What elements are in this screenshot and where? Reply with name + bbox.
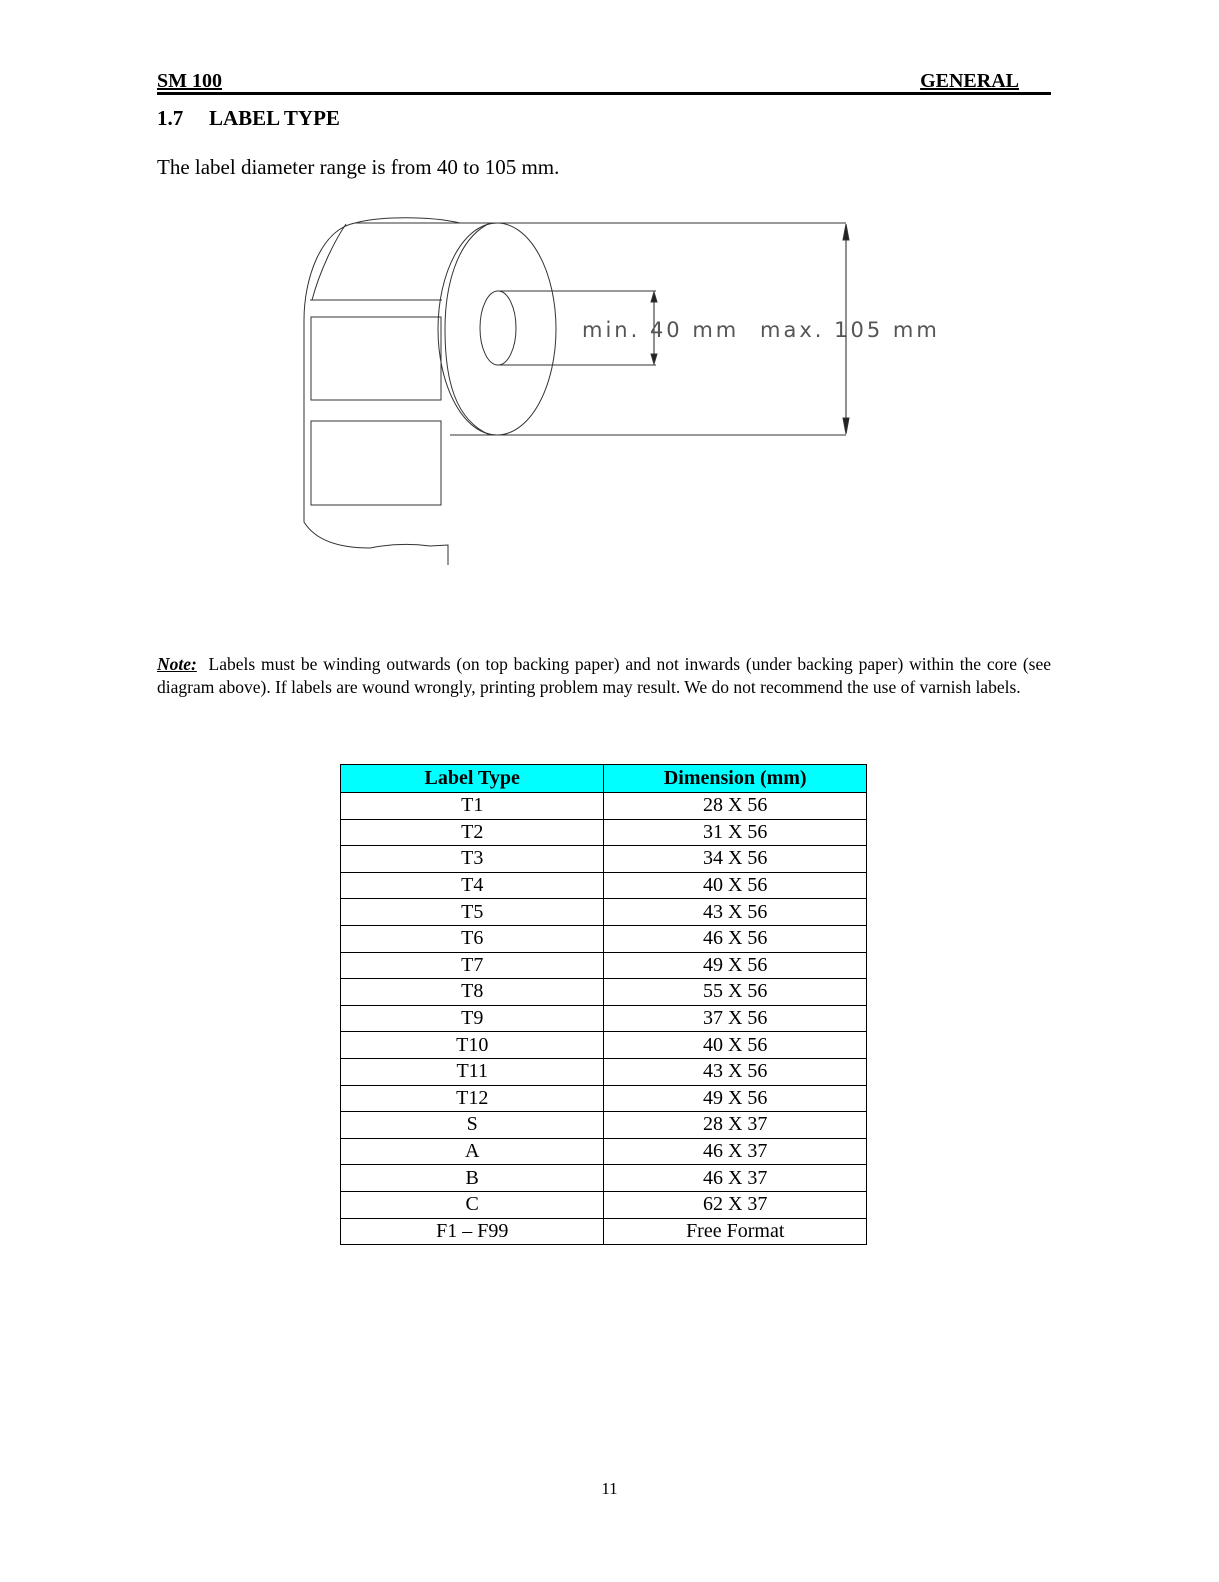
- table-row: [341, 1191, 867, 1218]
- dimension-cell: 34 X 56: [604, 846, 867, 873]
- column-header-label-type: Label Type: [341, 765, 604, 793]
- dimension-cell: 49 X 56: [604, 952, 867, 979]
- table-row: [341, 979, 867, 1006]
- label-type-table: [340, 764, 867, 1245]
- label-type-cell: C: [341, 1191, 604, 1218]
- label-type-cell: T11: [341, 1058, 604, 1085]
- label-type-cell: T12: [341, 1085, 604, 1112]
- section-heading: [157, 106, 340, 131]
- label-rectangle-lower: [311, 421, 441, 505]
- roll-back-edge: [355, 218, 460, 223]
- dimension-cell: 37 X 56: [604, 1005, 867, 1032]
- label-type-cell: T1: [341, 793, 604, 820]
- table-header-row: [341, 765, 867, 793]
- note-text: Labels must be winding outwards (on top backing paper) and not inwards (under backing paper) within the core (see diagram above). If labels are wound wrongly, printing problem may result. We do not recommend the use of varnish labels.: [157, 654, 1051, 697]
- table-row: [341, 925, 867, 952]
- dimension-cell: 28 X 56: [604, 793, 867, 820]
- section-number: 1.7: [157, 106, 184, 130]
- dimension-cell: 62 X 37: [604, 1191, 867, 1218]
- label-type-cell: T8: [341, 979, 604, 1006]
- min-arrow-head-bottom: [651, 354, 657, 364]
- dimension-cell: 46 X 37: [604, 1138, 867, 1165]
- note-label: Note:: [157, 654, 197, 674]
- label-rectangle-upper: [311, 317, 441, 400]
- note-paragraph: [157, 653, 1051, 699]
- roll-face-rim: [445, 223, 490, 435]
- dimension-cell: 40 X 56: [604, 1032, 867, 1059]
- label-roll-diagram: [290, 210, 940, 580]
- table-row: [341, 872, 867, 899]
- dimension-cell: 46 X 56: [604, 925, 867, 952]
- header-model: SM 100: [157, 70, 222, 92]
- dimension-cell: 43 X 56: [604, 1058, 867, 1085]
- dimension-cell: 40 X 56: [604, 872, 867, 899]
- intro-paragraph: The label diameter range is from 40 to 105 mm.: [157, 155, 560, 179]
- label-type-cell: T5: [341, 899, 604, 926]
- table-row: [341, 1138, 867, 1165]
- label-type-cell: T10: [341, 1032, 604, 1059]
- table-row: [341, 819, 867, 846]
- table-row: [341, 846, 867, 873]
- roll-inner-arc: [312, 224, 346, 300]
- min-diameter-label: min. 40 mm: [582, 318, 740, 342]
- min-arrow-head-top: [651, 292, 657, 302]
- table-row: [341, 1058, 867, 1085]
- label-type-cell: T6: [341, 925, 604, 952]
- page-number: 11: [601, 1479, 618, 1498]
- label-type-cell: T9: [341, 1005, 604, 1032]
- max-diameter-label: max. 105 mm: [760, 318, 940, 342]
- table-row: [341, 899, 867, 926]
- table-row: [341, 1218, 867, 1245]
- page-header: [157, 70, 1051, 95]
- roll-front-face: [438, 223, 556, 435]
- label-strip-outline: [304, 223, 448, 565]
- label-type-cell: T3: [341, 846, 604, 873]
- label-type-cell: T7: [341, 952, 604, 979]
- dimension-cell: 46 X 37: [604, 1165, 867, 1192]
- table-row: [341, 1085, 867, 1112]
- roll-core: [480, 291, 516, 365]
- section-title: LABEL TYPE: [209, 106, 340, 130]
- table-row: [341, 1032, 867, 1059]
- label-type-cell: F1 – F99: [341, 1218, 604, 1245]
- table-body: [341, 793, 867, 1245]
- label-type-cell: T2: [341, 819, 604, 846]
- label-type-cell: B: [341, 1165, 604, 1192]
- dimension-cell: 49 X 56: [604, 1085, 867, 1112]
- dimension-cell: 28 X 37: [604, 1112, 867, 1139]
- dimension-cell: 31 X 56: [604, 819, 867, 846]
- table-row: [341, 1005, 867, 1032]
- column-header-dimension: Dimension (mm): [604, 765, 867, 793]
- table-row: [341, 1112, 867, 1139]
- table-row: [341, 952, 867, 979]
- dimension-cell: 43 X 56: [604, 899, 867, 926]
- dimension-cell: 55 X 56: [604, 979, 867, 1006]
- dimension-cell: Free Format: [604, 1218, 867, 1245]
- max-arrow-head-bottom: [843, 418, 849, 434]
- max-arrow-head-top: [843, 224, 849, 240]
- label-type-cell: T4: [341, 872, 604, 899]
- label-type-cell: A: [341, 1138, 604, 1165]
- table-row: [341, 1165, 867, 1192]
- header-chapter: GENERAL: [920, 70, 1019, 92]
- label-type-cell: S: [341, 1112, 604, 1139]
- table-row: [341, 793, 867, 820]
